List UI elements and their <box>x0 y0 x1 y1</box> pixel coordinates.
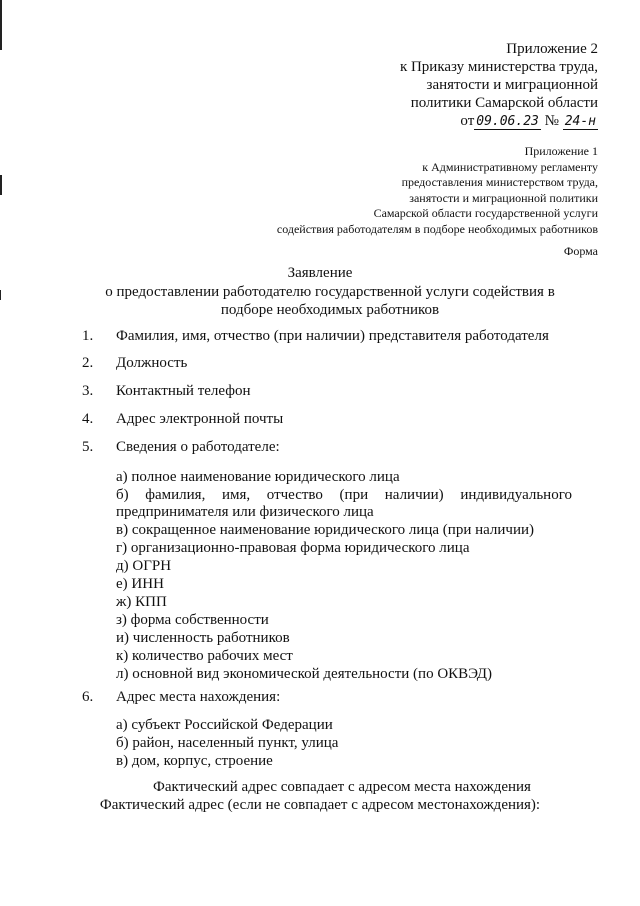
handwritten-number: 24-н <box>564 114 596 129</box>
appendix1-line: предоставления министерством труда, <box>401 175 598 189</box>
scan-edge-mark <box>0 175 2 195</box>
employer-field: д) ОГРН <box>116 558 172 574</box>
document-title: Заявление <box>287 265 353 281</box>
actual-address-different: Фактический адрес (если не совпадает с адресом местонахождения): <box>99 797 541 813</box>
order-date-number <box>400 112 598 131</box>
employer-field: б) фамилия, имя, отчество (при наличии) индивидуального <box>116 487 572 503</box>
item-number: 2. <box>82 355 94 371</box>
item-text: Адрес места нахождения: <box>116 689 281 705</box>
employer-field: к) количество рабочих мест <box>116 648 293 664</box>
employer-field: а) полное наименование юридического лица <box>116 469 400 485</box>
employer-field: предпринимателя или физического лица <box>116 504 374 520</box>
item-number: 5. <box>82 439 94 455</box>
document-subtitle: подборе необходимых работников <box>220 302 440 318</box>
employer-field: ж) КПП <box>116 594 167 610</box>
item-text: Фамилия, имя, отчество (при наличии) представителя работодателя <box>116 328 549 344</box>
location-field: в) дом, корпус, строение <box>116 753 273 769</box>
appendix2-header <box>400 40 598 131</box>
item-text: Адрес электронной почты <box>116 411 284 427</box>
appendix1-line: содействия работодателям в подборе необходимых работников <box>276 221 598 236</box>
location-field: б) район, населенный пункт, улица <box>116 735 339 751</box>
appendix2-line: к Приказу министерства труда, <box>399 59 598 75</box>
appendix2-line: Приложение 2 <box>506 41 598 57</box>
form-label: Форма <box>563 244 598 258</box>
location-field: а) субъект Российской Федерации <box>116 717 333 733</box>
item-text: Сведения о работодателе: <box>116 439 280 455</box>
appendix1-line: Самарской области государственной услуги <box>373 206 598 220</box>
appendix2-line: политики Самарской области <box>410 95 598 111</box>
item-number: 6. <box>82 689 94 705</box>
employer-field: е) ИНН <box>116 576 164 592</box>
appendix1-line: к Административному регламенту <box>422 159 598 174</box>
item-text: Контактный телефон <box>116 383 251 399</box>
number-label: № <box>544 113 559 129</box>
from-label: от <box>460 113 475 129</box>
scan-edge-mark <box>0 0 2 50</box>
employer-field: г) организационно-правовая форма юридического лица <box>116 540 470 556</box>
employer-field: л) основной вид экономической деятельности (по ОКВЭД) <box>116 666 493 682</box>
appendix1-line: Приложение 1 <box>524 144 598 158</box>
item-number: 4. <box>82 411 94 427</box>
handwritten-date: 09.06.23 <box>476 114 539 129</box>
appendix1-header <box>277 144 598 237</box>
employer-field: з) форма собственности <box>116 612 269 628</box>
item-number: 1. <box>82 328 94 344</box>
item-number: 3. <box>82 383 94 399</box>
item-text: Должность <box>116 355 188 371</box>
employer-field: и) численность работников <box>116 630 290 646</box>
appendix1-line: занятости и миграционной политики <box>409 190 598 205</box>
employer-field: в) сокращенное наименование юридического лица (при наличии) <box>116 522 535 538</box>
actual-address-same: Фактический адрес совпадает с адресом места нахождения <box>153 779 531 795</box>
document-subtitle: о предоставлении работодателю государственной услуги содействия в <box>105 284 555 300</box>
appendix2-line: занятости и миграционной <box>426 77 598 93</box>
